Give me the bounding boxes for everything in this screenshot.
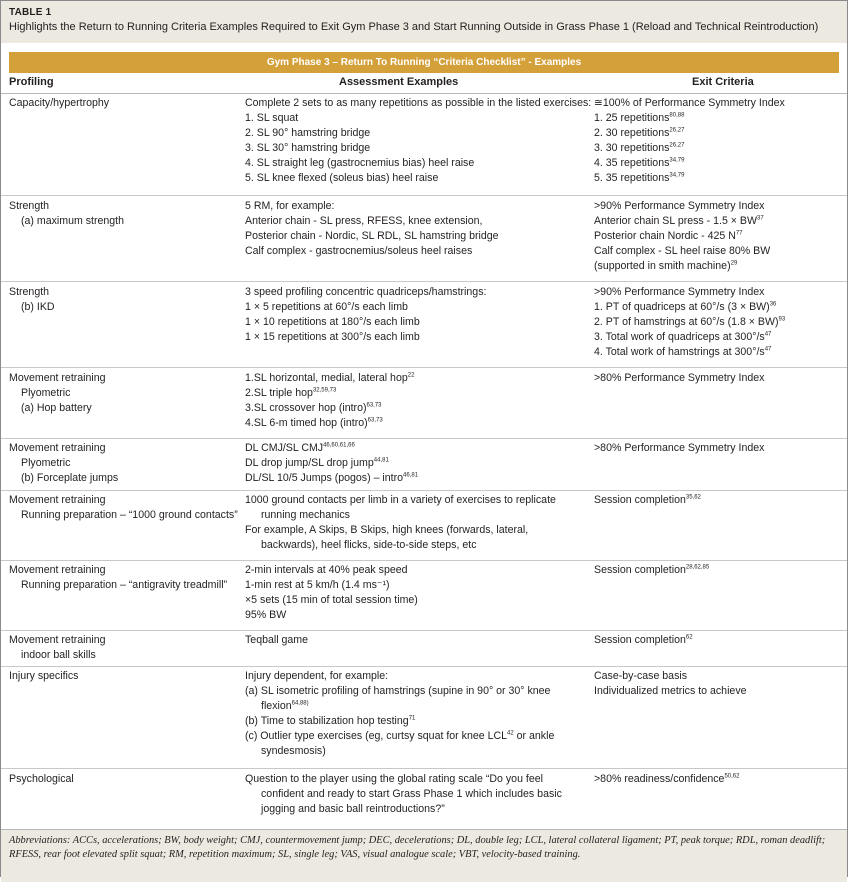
assessment-cell: [245, 199, 585, 259]
assessment-line: DL drop jump/SL drop jump$^{44,81}$: [245, 457, 389, 469]
exit-line: Posterior chain Nordic - 425 $N^{77}$: [594, 230, 743, 242]
exit-cell: [594, 633, 844, 648]
table-row: [1, 630, 847, 667]
profiling-text: Strength: [9, 200, 50, 212]
exit-line: >80% Performance Symmetry Index: [594, 372, 765, 384]
profiling-cell: [9, 199, 241, 229]
assessment-line: 4.SL 6-m timed hop (intro)$^{63,73}$: [245, 417, 383, 429]
table-row: [1, 367, 847, 439]
profiling-text: (b) IKD: [21, 301, 55, 313]
assessment-cell: [245, 371, 585, 431]
exit-line: >90% Performance Symmetry Index: [594, 200, 765, 212]
section-banner: Gym Phase 3 – Return To Running “Criteria Checklist” - Examples: [9, 52, 839, 73]
exit-line: 3. Total work of quadriceps at $300^\circ/s^{47}$: [594, 331, 772, 343]
assessment-line: 3. SL 30° hamstring bridge: [245, 142, 371, 154]
assessment-line: 2. SL 90° hamstring bridge: [245, 127, 371, 139]
assessment-line: 1000 ground contacts per limb in a variety of exercises to replicate running mechanics: [245, 494, 556, 521]
exit-line: Session completion$^{62}$: [594, 634, 693, 646]
table-row: [1, 195, 847, 282]
profiling-text: Movement retraining: [9, 442, 106, 454]
profiling-text: Movement retraining: [9, 372, 106, 384]
exit-cell: [594, 96, 844, 186]
table-row: [1, 768, 847, 827]
abbreviations-footnote: Abbreviations: ACCs, accelerations; BW, body weight; CMJ, countermovement jump; DEC, decelerations; DL, double leg; LCL, lateral collateral ligament; PT, peak torque; RDL, roman deadlift; RFESS, rear foot elevated split squat; RM, repetition maximum; SL, single leg; VAS, visual analogue scale; VBT, velocity-based training.: [1, 829, 847, 882]
exit-cell: [594, 285, 844, 360]
assessment-line: DL/SL 10/5 Jumps (pogos) – intro$^{46,81}$: [245, 472, 419, 484]
exit-cell: [594, 493, 844, 508]
assessment-line: 1.SL horizontal, medial, lateral hop$^{22}$: [245, 372, 415, 384]
assessment-line: Anterior chain - SL press, RFESS, knee extension,: [245, 215, 483, 227]
assessment-cell: [245, 493, 581, 553]
profiling-text: (a) maximum strength: [21, 215, 125, 227]
header-profiling: Profiling: [9, 76, 54, 88]
exit-line: >90% Performance Symmetry Index: [594, 286, 765, 298]
table-row: [1, 490, 847, 561]
table-row: [1, 281, 847, 368]
assessment-cell: [245, 669, 585, 759]
exit-line: >80% readiness/confidence$^{50,62}$: [594, 773, 740, 785]
exit-cell: [594, 772, 844, 787]
exit-cell: [594, 441, 844, 456]
assessment-cell: [245, 441, 585, 486]
profiling-text: Strength: [9, 286, 50, 298]
assessment-line: 2-min intervals at 40% peak speed: [245, 564, 408, 576]
profiling-cell: [9, 563, 241, 593]
table-row: [1, 438, 847, 491]
assessment-line: 1. SL squat: [245, 112, 299, 124]
profiling-text: Movement retraining: [9, 494, 106, 506]
table-title-block: [1, 1, 847, 43]
profiling-cell: [9, 772, 241, 787]
assessment-cell: [245, 772, 581, 817]
assessment-line: 1 × 10 repetitions at 180°/s each limb: [245, 316, 420, 328]
assessment-line: Calf complex - gastrocnemius/soleus heel raises: [245, 245, 473, 257]
exit-line: Anterior chain SL press - $1.5 \times BW^{37}$: [594, 215, 764, 227]
assessment-line: 1-min rest at 5 km/h (1.4 ms⁻¹): [245, 579, 390, 591]
assessment-line: 2.SL triple hop$^{32,59,73}$: [245, 387, 337, 399]
assessment-line: DL CMJ/SL CMJ$^{46,60,61,66}$: [245, 442, 355, 454]
profiling-text: Movement retraining: [9, 634, 106, 646]
assessment-line: syndesmosis): [261, 745, 326, 757]
exit-line: Calf complex - SL heel raise 80% BW: [594, 245, 771, 257]
table-row: [1, 560, 847, 631]
table-body: [1, 94, 847, 824]
assessment-line: (a) SL isometric profiling of hamstrings (supine in 90° or 30° knee: [245, 685, 551, 697]
assessment-cell: [245, 285, 585, 345]
exit-line: Session completion$^{28,62,85}$: [594, 564, 710, 576]
assessment-line: 1 × 15 repetitions at 300°/s each limb: [245, 331, 420, 343]
exit-line: ≅100% of Performance Symmetry Index: [594, 97, 785, 109]
profiling-cell: [9, 493, 241, 523]
assessment-cell: [245, 633, 585, 648]
profiling-cell: [9, 669, 241, 684]
exit-line: 1. 25 repetitions$^{80,88}$: [594, 112, 685, 124]
exit-line: 4. 35 repetitions$^{34,79}$: [594, 157, 685, 169]
table-row: [1, 94, 847, 195]
exit-line: (supported in smith machine)$^{29}$: [594, 260, 738, 272]
exit-cell: [594, 563, 844, 578]
table-caption: Highlights the Return to Running Criteria Examples Required to Exit Gym Phase 3 and Start Running Outside in Grass Phase 1 (Reload and Technical Reintroduction): [9, 21, 819, 33]
profiling-text: Plyometric: [21, 387, 71, 399]
assessment-line: 5. SL knee flexed (soleus bias) heel raise: [245, 172, 439, 184]
exit-line: 3. 30 repetitions$^{26,27}$: [594, 142, 685, 154]
assessment-line: For example, A Skips, B Skips, high knees (forwards, lateral, backwards), heel flicks, side-to-side steps, etc: [245, 524, 529, 551]
assessment-cell: [245, 96, 592, 186]
assessment-line: 95% BW: [245, 609, 287, 621]
header-exit: Exit Criteria: [692, 76, 754, 88]
profiling-text: (a) Hop battery: [21, 402, 92, 414]
profiling-text: Running preparation – “1000 ground contacts”: [21, 509, 238, 521]
assessment-line: 4. SL straight leg (gastrocnemius bias) heel raise: [245, 157, 475, 169]
exit-cell: [594, 669, 844, 699]
profiling-cell: [9, 371, 241, 416]
assessment-line: Injury dependent, for example:: [245, 670, 389, 682]
header-assessment: Assessment Examples: [339, 76, 459, 88]
profiling-text: indoor ball skills: [21, 649, 96, 661]
assessment-line: (c) Outlier type exercises (eg, curtsy squat for knee LCL$^{42}$ or ankle: [245, 730, 555, 742]
assessment-line: flexion$^{64,88)}$: [261, 700, 309, 712]
table-row: [1, 666, 847, 769]
profiling-text: Plyometric: [21, 457, 71, 469]
assessment-line: 5 RM, for example:: [245, 200, 335, 212]
assessment-line: (b) Time to stabilization hop testing$^{71}$: [245, 715, 416, 727]
column-headers: [1, 73, 847, 94]
profiling-text: Psychological: [9, 773, 74, 785]
profiling-text: Injury specifics: [9, 670, 79, 682]
assessment-line: 3.SL crossover hop (intro)$^{63,73}$: [245, 402, 382, 414]
exit-cell: [594, 371, 844, 386]
profiling-text: (b) Forceplate jumps: [21, 472, 119, 484]
profiling-text: Capacity/hypertrophy: [9, 97, 110, 109]
assessment-line: Complete 2 sets to as many repetitions as possible in the listed exercises:: [245, 97, 592, 109]
assessment-cell: [245, 563, 585, 623]
profiling-cell: [9, 633, 241, 663]
profiling-cell: [9, 285, 241, 315]
exit-line: Session completion$^{35,62}$: [594, 494, 701, 506]
profiling-text: Movement retraining: [9, 564, 106, 576]
exit-line: 1. PT of quadriceps at 60°/s (3 × BW)$^{36}$: [594, 301, 777, 313]
exit-line: Case-by-case basis: [594, 670, 688, 682]
profiling-cell: [9, 441, 241, 486]
assessment-line: 1 × 5 repetitions at 60°/s each limb: [245, 301, 408, 313]
exit-line: 5. 35 repetitions$^{34,79}$: [594, 172, 685, 184]
profiling-cell: [9, 96, 241, 111]
assessment-line: Posterior chain - Nordic, SL RDL, SL hamstring bridge: [245, 230, 499, 242]
exit-line: 2. PT of hamstrings at 60°/s (1.8 × BW)$^{93}$: [594, 316, 786, 328]
assessment-line: Question to the player using the global rating scale “Do you feel confident and ready to start Grass Phase 1 which includes basic jogging and basic ball reintroductions?”: [245, 773, 562, 815]
exit-line: >80% Performance Symmetry Index: [594, 442, 765, 454]
exit-line: Individualized metrics to achieve: [594, 685, 747, 697]
assessment-line: 3 speed profiling concentric quadriceps/hamstrings:: [245, 286, 487, 298]
exit-line: 4. Total work of hamstrings at $300^\circ/s^{47}$: [594, 346, 772, 358]
exit-cell: [594, 199, 844, 274]
profiling-text: Running preparation – “antigravity treadmill”: [21, 579, 228, 591]
assessment-line: Teqball game: [245, 634, 309, 646]
assessment-line: ×5 sets (15 min of total session time): [245, 594, 418, 606]
exit-line: 2. 30 repetitions$^{26,27}$: [594, 127, 685, 139]
table-label: TABLE 1: [9, 7, 52, 18]
